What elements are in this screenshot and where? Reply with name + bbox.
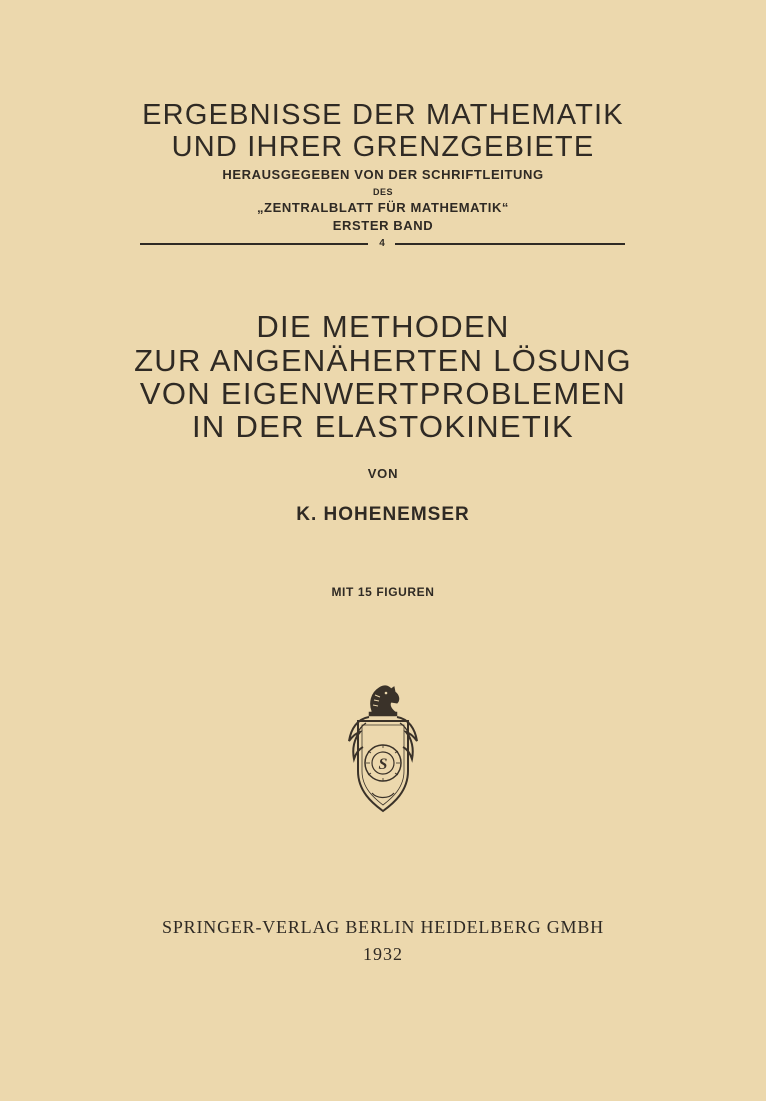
figures-note: MIT 15 FIGUREN [331,585,435,599]
svg-text:S: S [378,756,388,773]
publisher-name: SPRINGER-VERLAG BERLIN HEIDELBERG GMBH [162,917,604,937]
work-title-line-4: IN DER ELASTOKINETIK [191,409,574,444]
springer-knight-emblem-icon [342,683,422,818]
publication-year: 1932 [363,944,403,964]
series-title-line-2: UND IHRER GRENZGEBIETE [171,131,595,163]
by-label: VON [367,466,399,481]
author-name: K. HOHENEMSER [296,504,470,525]
series-title-line-1: ERGEBNISSE DER MATHEMATIK [142,99,624,131]
work-title-line-1: DIE METHODEN [256,309,510,344]
work-title-line-2: ZUR ANGENÄHERTEN LÖSUNG [134,343,632,378]
editor-line-1: HERAUSGEGEBEN VON DER SCHRIFTLEITUNG [222,167,544,182]
editor-line-2: DES [372,187,393,197]
issue-number: 4 [379,238,385,249]
series-rule-left [140,243,368,245]
series-rule-right [395,243,625,245]
editor-line-3: „ZENTRALBLATT FÜR MATHEMATIK“ [256,200,510,215]
work-title-line-3: VON EIGENWERTPROBLEMEN [139,376,627,411]
volume-label: ERSTER BAND [332,218,434,233]
